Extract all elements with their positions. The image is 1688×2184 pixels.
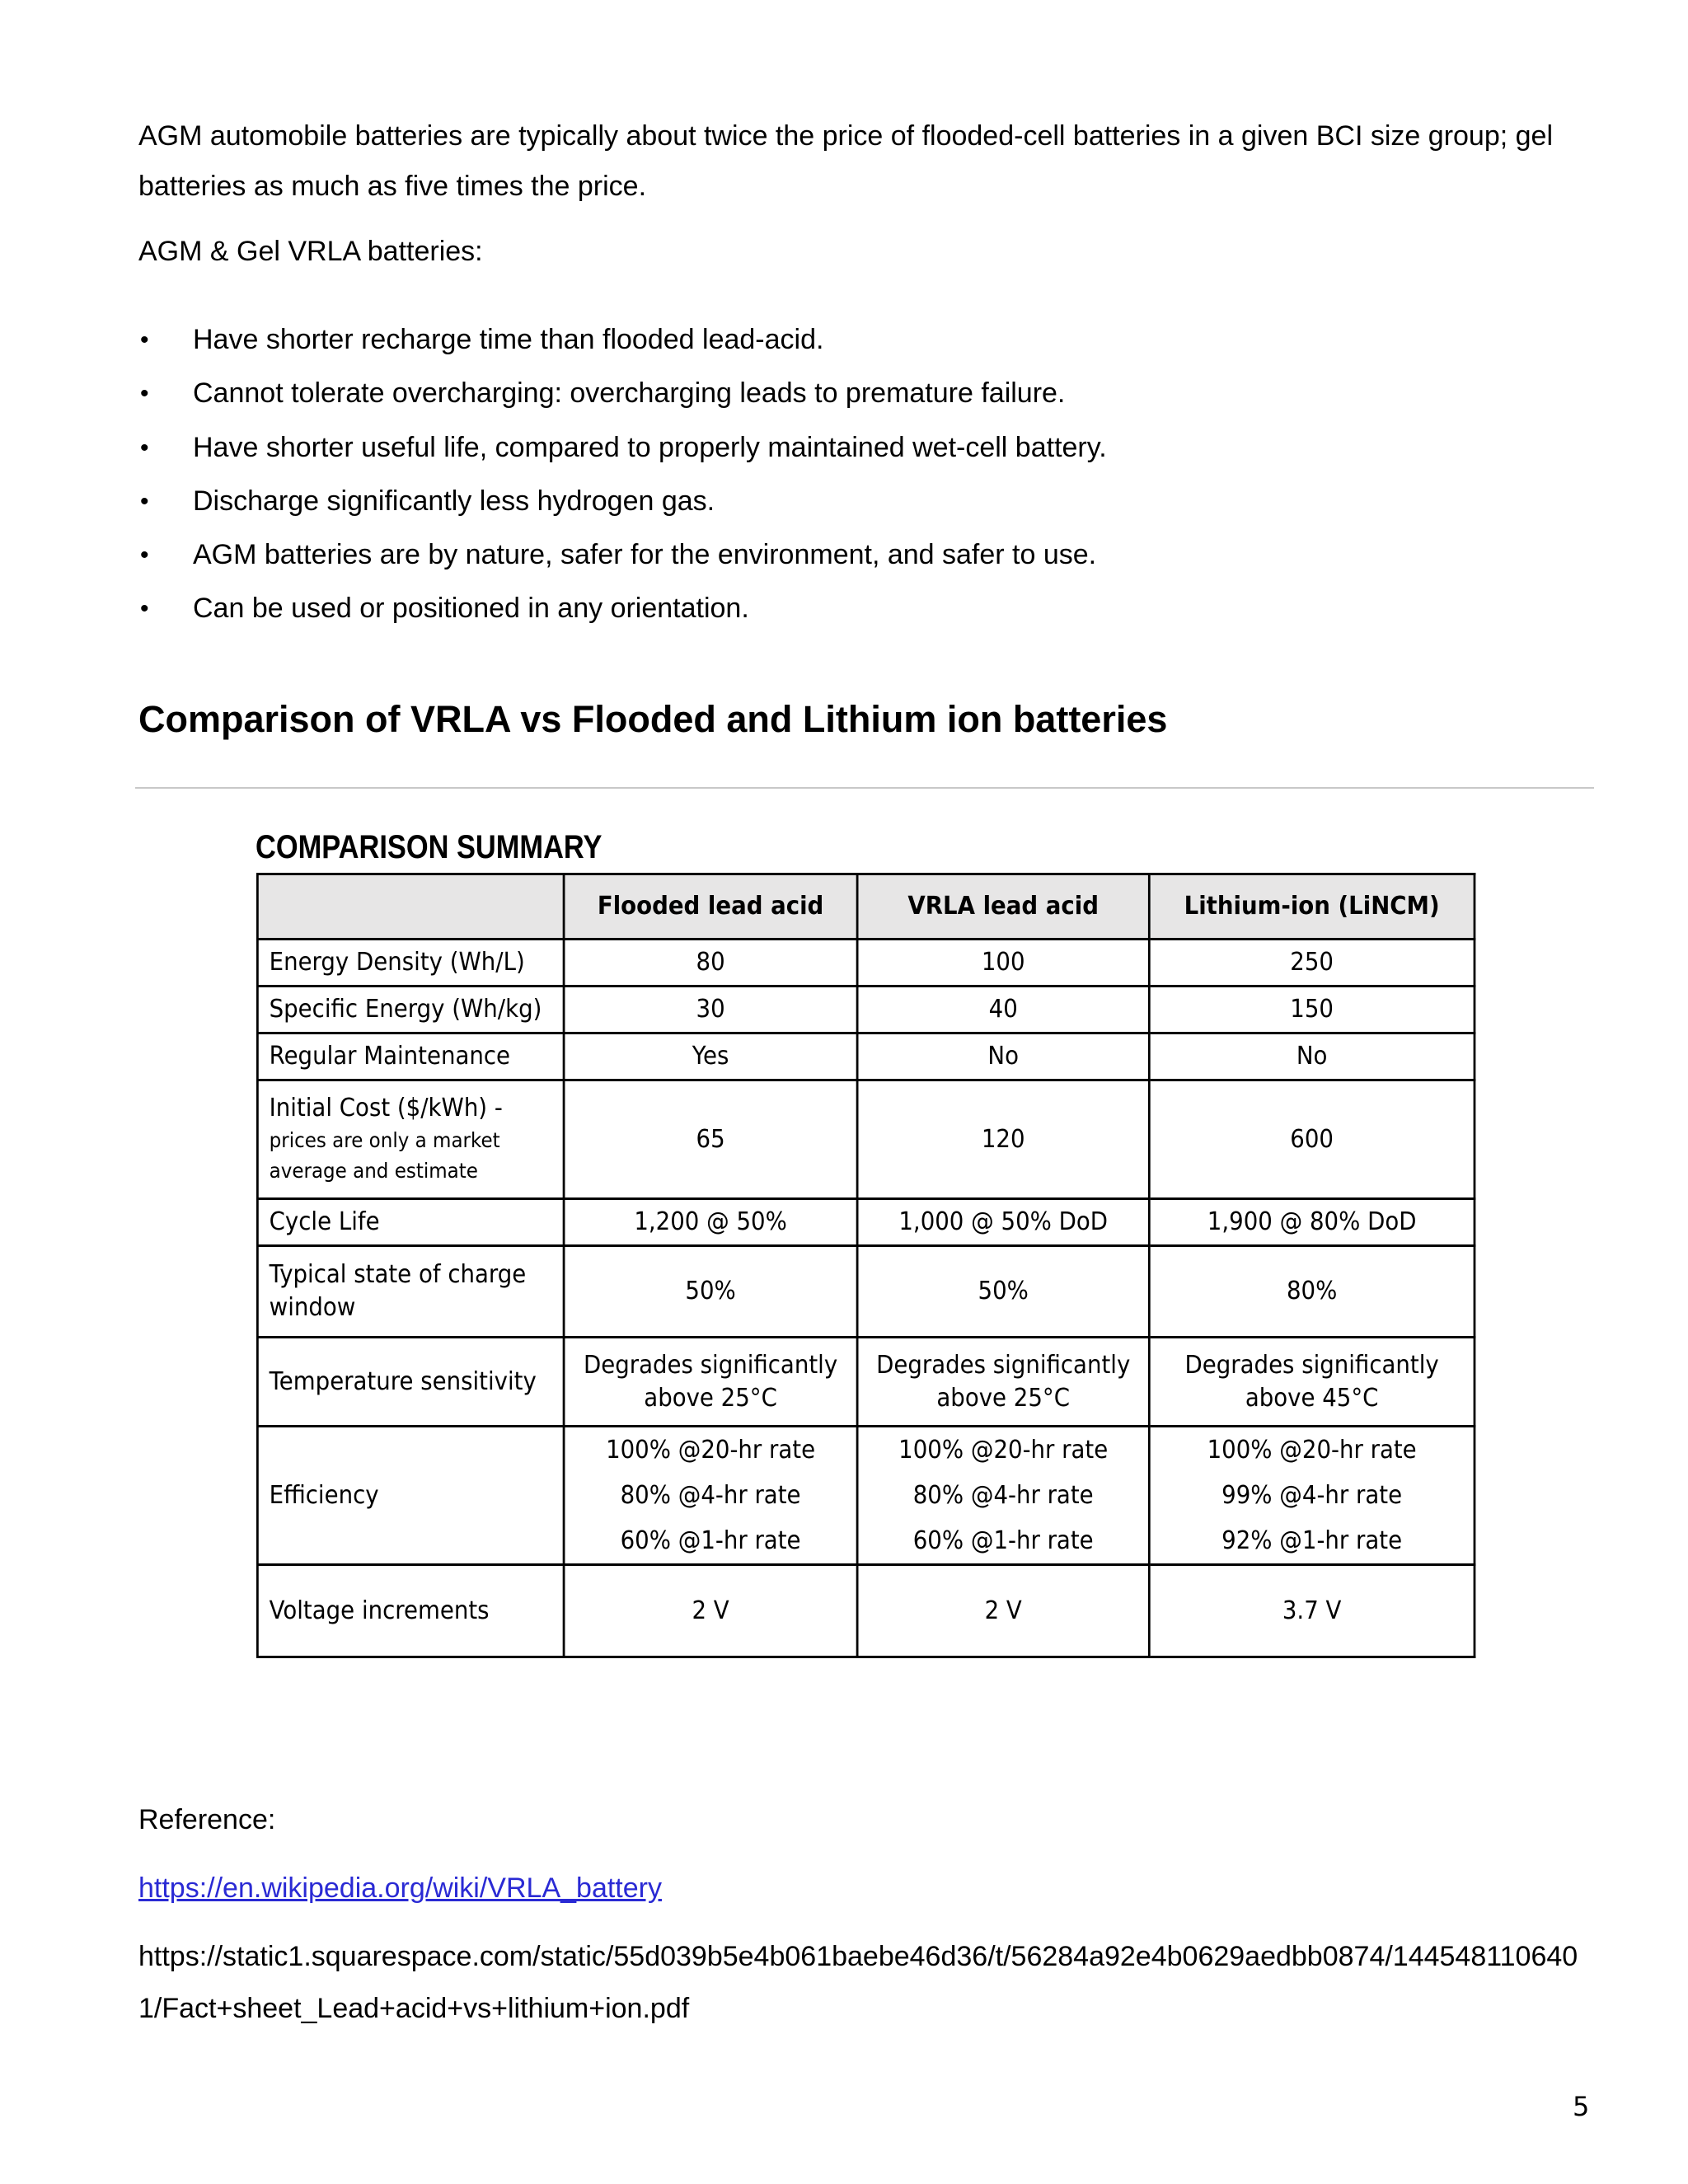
table-cell: 100	[857, 940, 1149, 987]
bullet-text: Can be used or positioned in any orientation.	[193, 593, 749, 625]
row-label-energy-density: Energy Density (Wh/L)	[257, 940, 564, 987]
table-cell	[857, 1427, 1149, 1565]
table-header-row	[257, 874, 1475, 940]
initial-cost-note-line1: prices are only a market	[269, 1127, 500, 1152]
table-cell: 50%	[857, 1246, 1149, 1338]
table-cell: 250	[1149, 940, 1475, 987]
initial-cost-label: Initial Cost ($/kWh) -	[269, 1094, 503, 1123]
list-item	[138, 528, 1107, 582]
table-row	[257, 987, 1475, 1033]
table-cell: 150	[1149, 987, 1475, 1033]
table-row	[257, 1246, 1475, 1338]
header-lithium-ion: Lithium-ion (LiNCM)	[1149, 874, 1475, 940]
cell-line: Degrades significantly	[876, 1350, 1131, 1380]
bullet-icon: •	[140, 380, 149, 408]
table-row	[257, 1565, 1475, 1657]
header-flooded-lead-acid: Flooded lead acid	[564, 874, 857, 940]
row-label-voltage-increments: Voltage increments	[257, 1565, 564, 1657]
row-label-temperature-sensitivity: Temperature sensitivity	[257, 1338, 564, 1427]
table-cell: 65	[564, 1080, 857, 1199]
bullet-text: Have shorter recharge time than flooded lead-acid.	[193, 324, 824, 355]
cell-line: above 25°C	[644, 1383, 777, 1413]
cell-line: 80% @4-hr rate	[620, 1481, 801, 1510]
cell-line: above 25°C	[936, 1383, 1071, 1413]
table-cell: Yes	[564, 1033, 857, 1080]
table-row	[257, 1080, 1475, 1199]
bullet-icon: •	[140, 326, 149, 354]
table-cell: No	[857, 1033, 1149, 1080]
bullet-text: Cannot tolerate overcharging: overcharging leads to premature failure.	[193, 377, 1066, 410]
cell-line: 92% @1-hr rate	[1221, 1526, 1403, 1555]
table-row	[257, 1338, 1475, 1427]
section-divider	[135, 787, 1594, 789]
cell-line: 100% @20-hr rate	[898, 1436, 1109, 1465]
row-label-specific-energy: Specific Energy (Wh/kg)	[257, 987, 564, 1033]
table-cell: No	[1149, 1033, 1475, 1080]
bullet-text: AGM batteries are by nature, safer for the environment, and safer to use.	[193, 539, 1097, 571]
section-heading: Comparison of VRLA vs Flooded and Lithium ion batteries	[138, 698, 1168, 740]
list-item	[138, 313, 1107, 367]
list-item	[138, 421, 1107, 475]
comparison-summary-title: COMPARISON SUMMARY	[256, 829, 603, 865]
feature-bullet-list	[138, 313, 1107, 636]
table-cell: 80%	[1149, 1246, 1475, 1338]
table-row	[257, 1427, 1475, 1565]
wikipedia-reference-link[interactable]: https://en.wikipedia.org/wiki/VRLA_battery	[138, 1872, 662, 1904]
bullet-icon: •	[140, 434, 149, 462]
initial-cost-note-line2: average and estimate	[269, 1159, 478, 1183]
row-label-regular-maintenance: Regular Maintenance	[257, 1033, 564, 1080]
table-cell: 50%	[564, 1246, 857, 1338]
table-cell	[1149, 1427, 1475, 1565]
table-cell: 1,200 @ 50%	[564, 1199, 857, 1246]
cell-line: 60% @1-hr rate	[620, 1526, 801, 1555]
table-cell: 2 V	[857, 1565, 1149, 1657]
table-cell: 2 V	[564, 1565, 857, 1657]
cell-line: 100% @20-hr rate	[606, 1436, 816, 1465]
row-label-initial-cost	[257, 1080, 564, 1199]
agm-gel-label: AGM & Gel VRLA batteries:	[138, 236, 483, 267]
table-cell: 1,900 @ 80% DoD	[1149, 1199, 1475, 1246]
table-cell: 3.7 V	[1149, 1565, 1475, 1657]
table-cell: 80	[564, 940, 857, 987]
row-label-efficiency: Efficiency	[257, 1427, 564, 1565]
table-row	[257, 1199, 1475, 1246]
header-vrla-lead-acid: VRLA lead acid	[857, 874, 1149, 940]
cell-line: Degrades significantly	[1184, 1350, 1439, 1380]
list-item	[138, 367, 1107, 420]
cell-line: 60% @1-hr rate	[912, 1526, 1094, 1555]
cell-line: Degrades significantly	[583, 1350, 838, 1380]
bullet-text: Discharge significantly less hydrogen gas.	[193, 485, 715, 517]
table-cell: 1,000 @ 50% DoD	[857, 1199, 1149, 1246]
table-row	[257, 940, 1475, 987]
cell-line: 100% @20-hr rate	[1207, 1436, 1417, 1465]
table-cell: 120	[857, 1080, 1149, 1199]
table-row	[257, 1033, 1475, 1080]
table-cell: 600	[1149, 1080, 1475, 1199]
table-cell: 30	[564, 987, 857, 1033]
table-cell	[564, 1338, 857, 1427]
row-label-state-of-charge-window: Typical state of charge window	[257, 1246, 564, 1338]
header-cell-empty	[257, 874, 564, 940]
list-item	[138, 475, 1107, 528]
table-cell	[564, 1427, 857, 1565]
bullet-icon: •	[140, 595, 149, 623]
reference-label: Reference:	[138, 1804, 276, 1835]
cell-line: 99% @4-hr rate	[1221, 1481, 1403, 1510]
bullet-text: Have shorter useful life, compared to properly maintained wet-cell battery.	[193, 431, 1107, 463]
page-number: 5	[1573, 2091, 1590, 2122]
table-cell	[857, 1338, 1149, 1427]
bullet-icon: •	[140, 541, 149, 569]
list-item	[138, 582, 1107, 635]
squarespace-reference-url: https://static1.squarespace.com/static/55d039b5e4b061baebe46d36/t/56284a92e4b0629aedbb0874/1445481106401/Fact+sheet_Lead+acid+vs+lithium+ion.pdf	[138, 1941, 1578, 2024]
comparison-table	[256, 873, 1475, 1658]
cell-line: 80% @4-hr rate	[912, 1481, 1094, 1510]
bullet-icon: •	[140, 487, 149, 515]
row-label-cycle-life: Cycle Life	[257, 1199, 564, 1246]
cell-line: above 45°C	[1245, 1383, 1379, 1413]
intro-paragraph: AGM automobile batteries are typically about twice the price of flooded-cell batteries in a given BCI size group; gel batteries as much as five times the price.	[138, 120, 1554, 202]
table-cell	[1149, 1338, 1475, 1427]
table-cell: 40	[857, 987, 1149, 1033]
